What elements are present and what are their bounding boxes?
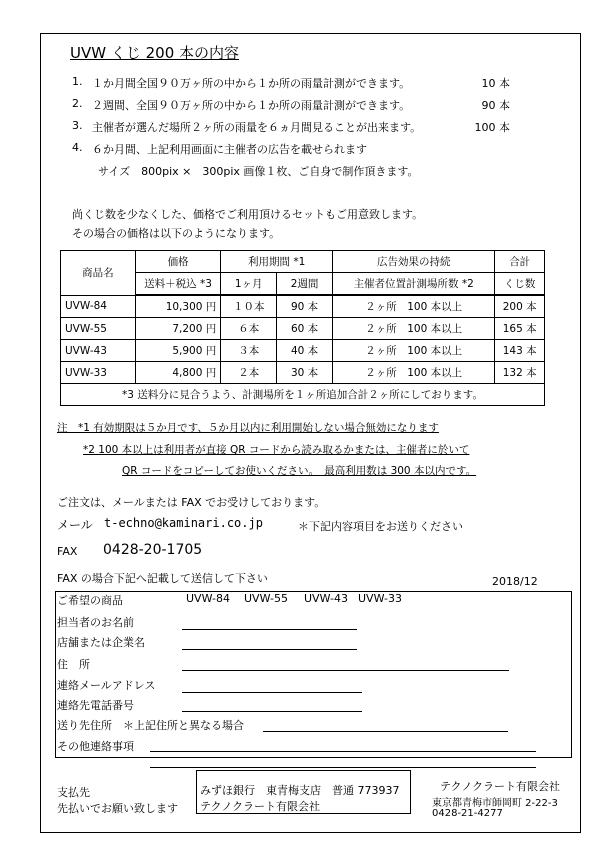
subheader-2-weeks: 2週間: [277, 273, 333, 296]
cell-2-weeks: 90 本: [277, 295, 333, 318]
note-2b: QR コードをコピーしてお使いください。 最高利用数は 300 本以内です。: [122, 465, 477, 477]
cell-total: 132 本: [495, 362, 545, 384]
form-other-label: その他連絡事項: [57, 740, 134, 753]
item-3-number: 3.: [72, 119, 83, 132]
item-4-text: ６か月間、上記利用画面に主催者の広告を載せられます: [92, 143, 367, 156]
cell-locations: ２ヶ所 100 本以上: [333, 295, 495, 318]
cell-price: 4,800 円: [135, 362, 220, 384]
cell-price: 10,300 円: [135, 295, 220, 318]
item-1-count: 10 本: [481, 77, 510, 90]
header-total: 合計: [495, 251, 545, 273]
mail-address[interactable]: t-echno@kaminari.co.jp: [104, 516, 263, 530]
cell-2-weeks: 60 本: [277, 318, 333, 340]
form-name-field[interactable]: [182, 629, 357, 630]
page-title: UVW くじ 200 本の内容: [70, 44, 240, 62]
order-instruction: ご注文は、メールまたは FAX でお受けしております。: [57, 496, 326, 509]
cell-product: UVW-84: [61, 295, 136, 318]
subheader-locations: 主催者位置計測場所数 *2: [333, 273, 495, 296]
fax-number: 0428-20-1705: [103, 542, 203, 558]
cell-locations: ２ヶ所 100 本以上: [333, 362, 495, 384]
cell-1-month: ６本: [221, 318, 277, 340]
table-footnote: *3 送料分に見合うよう、計測場所を１ヶ所追加合計２ヶ所にしております。: [61, 384, 545, 406]
cell-1-month: ２本: [221, 362, 277, 384]
form-product-option[interactable]: UVW-43: [304, 592, 348, 605]
intro-line-1: 尚くじ数を少なくした、価格でご利用頂けるセットもご用意致します。: [72, 208, 424, 221]
table-row: [61, 318, 545, 340]
item-1-text: １か月間全国９０万ヶ所の中から１か所の雨量計測ができます。: [92, 77, 411, 90]
item-4-number: 4.: [72, 141, 83, 154]
form-email-field[interactable]: [182, 692, 362, 693]
form-product-label: ご希望の商品: [57, 594, 123, 607]
company-address: 東京都青梅市師岡町 2-22-3: [432, 798, 558, 809]
bank-account-holder: テクノクラート有限会社: [200, 800, 321, 813]
note-2a: *2 100 本以上は利用者が直接 QR コードから読み取るかまたは、主催者に於いて: [83, 444, 470, 456]
table-header-row: [61, 251, 545, 273]
form-ship-field[interactable]: [263, 731, 508, 732]
form-ship-label: 送り先住所 ＊上記住所と異なる場合: [57, 719, 244, 732]
cell-price: 7,200 円: [135, 318, 220, 340]
intro-line-2: その場合の価格は以下のようになります。: [72, 227, 281, 240]
mail-note: ＊下記内容項目をお送りください: [298, 520, 463, 533]
cell-total: 143 本: [495, 340, 545, 362]
cell-2-weeks: 40 本: [277, 340, 333, 362]
form-address-label: 住 所: [57, 658, 90, 671]
form-phone-label: 連絡先電話番号: [57, 699, 134, 712]
cell-product: UVW-55: [61, 318, 136, 340]
cell-1-month: １０本: [221, 295, 277, 318]
form-product-option[interactable]: UVW-55: [244, 592, 288, 605]
item-3-count: 100 本: [474, 121, 510, 134]
table-row: [61, 340, 545, 362]
form-product-option[interactable]: UVW-33: [358, 592, 402, 605]
fax-instruction: FAX の場合下記へ記載して送信して下さい: [57, 572, 268, 585]
form-other-field[interactable]: [150, 751, 536, 752]
form-phone-field[interactable]: [182, 711, 362, 712]
cell-locations: ２ヶ所 100 本以上: [333, 318, 495, 340]
payment-label: 支払先: [57, 786, 90, 799]
item-2-text: ２週間、全国９０万ヶ所の中から１か所の雨量計測ができます。: [92, 99, 411, 112]
form-shop-field[interactable]: [182, 649, 357, 650]
item-2-number: 2.: [72, 97, 83, 110]
cell-price: 5,900 円: [135, 340, 220, 362]
header-product: 商品名: [61, 251, 136, 296]
cell-total: 200 本: [495, 295, 545, 318]
subheader-1-month: 1ヶ月: [221, 273, 277, 296]
form-name-label: 担当者のお名前: [57, 616, 134, 629]
fax-label: FAX: [57, 545, 78, 558]
cell-1-month: ３本: [221, 340, 277, 362]
item-3-text: 主催者が選んだ場所２ヶ所の雨量を６ヵ月間見ることが出来ます。: [92, 121, 422, 134]
document-date: 2018/12: [492, 575, 538, 588]
mail-label: メール: [57, 518, 93, 532]
header-ad-effect: 広告効果の持続: [333, 251, 495, 273]
cell-2-weeks: 30 本: [277, 362, 333, 384]
note-1: 注 *1 有効期限は５か月です、５か月以内に利用開始しない場合無効になります: [57, 422, 439, 434]
company-name: テクノクラート有限会社: [440, 780, 561, 793]
item-1-number: 1.: [72, 75, 83, 88]
item-2-count: 90 本: [481, 99, 510, 112]
cell-product: UVW-43: [61, 340, 136, 362]
subheader-shipping-tax: 送料＋税込 *3: [135, 273, 220, 296]
form-shop-label: 店舗または企業名: [57, 636, 145, 649]
table-row: [61, 362, 545, 384]
table-row: [61, 295, 545, 318]
company-phone: 0428-21-4277: [432, 808, 503, 819]
header-price: 価格: [135, 251, 220, 273]
subheader-lottery-count: くじ数: [495, 273, 545, 296]
table-footnote-row: [61, 384, 545, 406]
form-other-field-2[interactable]: [150, 767, 536, 768]
header-period: 利用期間 *1: [221, 251, 333, 273]
price-table: [60, 250, 545, 406]
cell-locations: ２ヶ所 100 本以上: [333, 340, 495, 362]
bank-account: みずほ銀行 東青梅支店 普通 773937: [200, 784, 400, 797]
cell-product: UVW-33: [61, 362, 136, 384]
ad-size-line: サイズ 800pix × 300pix 画像１枚、ご自身で制作頂きます。: [98, 165, 419, 178]
form-product-option[interactable]: UVW-84: [186, 592, 230, 605]
form-address-field[interactable]: [182, 670, 509, 671]
cell-total: 165 本: [495, 318, 545, 340]
payment-note: 先払いでお願い致します: [57, 802, 178, 815]
form-email-label: 連絡メールアドレス: [57, 679, 156, 692]
